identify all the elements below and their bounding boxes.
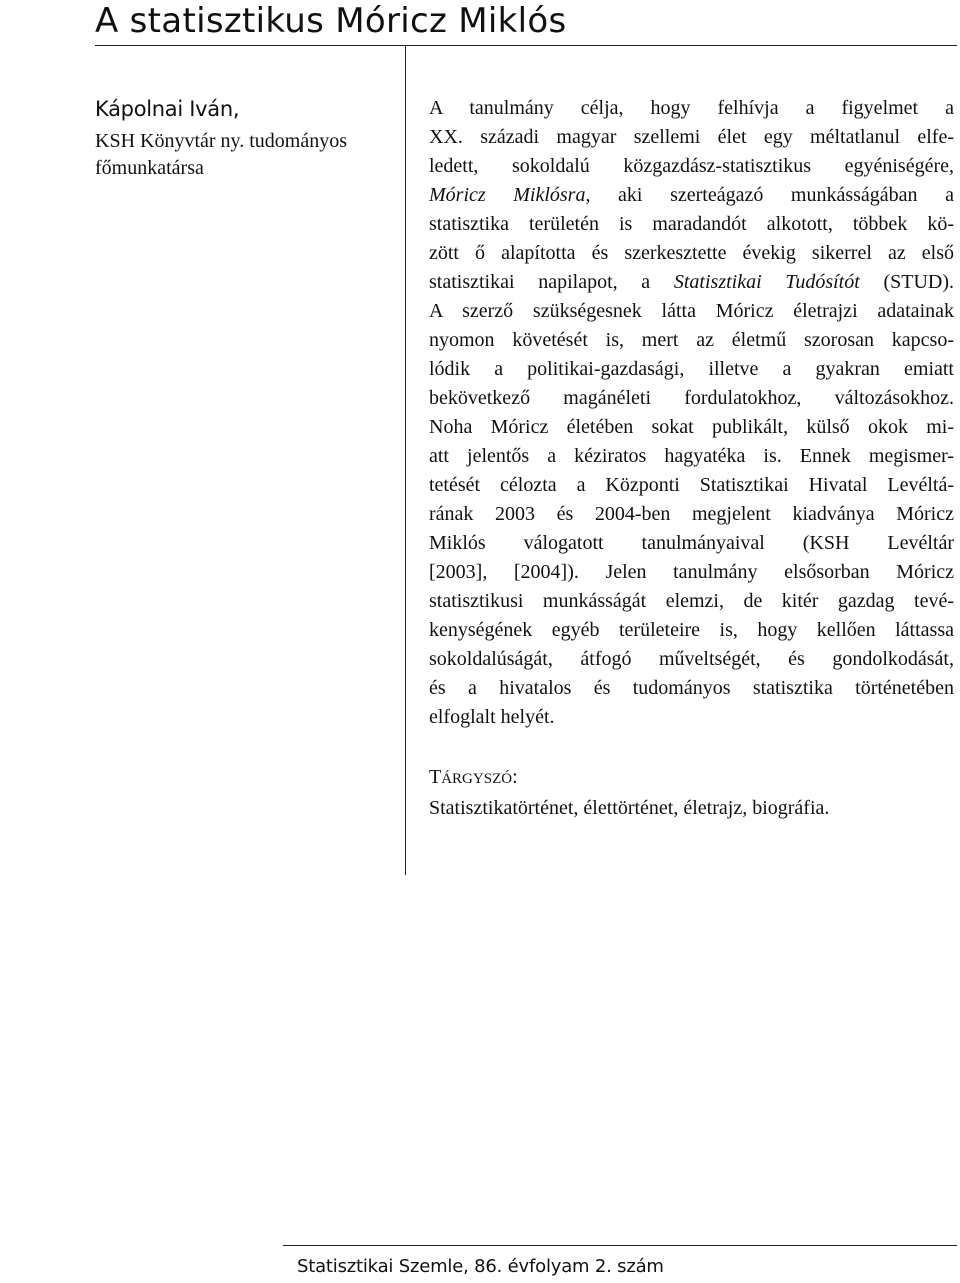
abstract-line <box>429 210 954 239</box>
abstract-line <box>429 674 954 703</box>
abstract-line <box>429 94 954 123</box>
abstract-line <box>429 181 954 210</box>
abstract-italic-text: Móricz Miklósra <box>429 184 586 206</box>
abstract-text: rának 2003 és 2004-ben megjelent kiadványa Móricz <box>429 503 954 525</box>
abstract-text: nyomon követését is, mert az életmű szorosan kapcso- <box>429 329 954 351</box>
page-title: A statisztikus Móricz Miklós <box>95 1 567 41</box>
keywords-text: Statisztikatörténet, élettörténet, életrajz, biográfia. <box>429 797 830 819</box>
abstract-line <box>429 558 954 587</box>
keywords-heading-initial: T <box>429 766 442 788</box>
journal-footer: Statisztikai Szemle, 86. évfolyam 2. szám <box>297 1256 664 1277</box>
abstract-text: , aki szerteágazó munkásságában a <box>585 184 954 206</box>
abstract-text: A szerző szükségesnek látta Móricz életrajzi adatainak <box>429 300 954 322</box>
author-name: Kápolnai Iván, <box>95 97 240 121</box>
abstract-line <box>429 645 954 674</box>
abstract-text: XX. századi magyar szellemi élet egy méltatlanul elfe- <box>429 126 954 148</box>
abstract-line <box>429 384 954 413</box>
author-affiliation: KSH Könyvtár ny. tudományos főmunkatársa <box>95 130 348 179</box>
keywords-block <box>429 763 954 822</box>
author-block <box>95 96 395 182</box>
abstract-text: sokoldalúságát, átfogó műveltségét, és gondolkodását, <box>429 648 954 670</box>
abstract-italic-text: Statisztikai Tudósítót <box>673 271 860 293</box>
abstract-line <box>429 587 954 616</box>
abstract-line <box>429 703 954 732</box>
abstract-line <box>429 413 954 442</box>
abstract-line <box>429 123 954 152</box>
abstract-text: tetését célozta a Központi Statisztikai Hivatal Levéltá- <box>429 474 954 496</box>
keywords-heading-colon: : <box>512 766 518 788</box>
abstract-text: statisztikai napilapot, a <box>429 271 674 293</box>
abstract-text: lódik a politikai-gazdasági, illetve a gyakran emiatt <box>429 358 954 380</box>
abstract-line <box>429 355 954 384</box>
abstract-line <box>429 239 954 268</box>
abstract <box>429 94 954 732</box>
abstract-text: kenységének egyéb területeire is, hogy kellően láttassa <box>429 619 954 641</box>
keywords-heading <box>429 763 954 793</box>
abstract-text: Noha Móricz életében sokat publikált, külső okok mi- <box>429 416 954 438</box>
abstract-text: A tanulmány célja, hogy felhívja a figyelmet a <box>429 97 954 119</box>
abstract-line <box>429 297 954 326</box>
abstract-text: (STUD). <box>859 271 955 293</box>
abstract-line <box>429 268 954 297</box>
column-divider <box>405 45 406 875</box>
abstract-text: att jelentős a kéziratos hagyatéka is. Ennek megismer- <box>429 445 954 467</box>
abstract-line <box>429 442 954 471</box>
abstract-line <box>429 529 954 558</box>
abstract-line <box>429 152 954 181</box>
abstract-text: és a hivatalos és tudományos statisztika történetében <box>429 677 954 699</box>
abstract-text: statisztikusi munkásságát elemzi, de kitér gazdag tevé- <box>429 590 954 612</box>
abstract-text: statisztika területén is maradandót alkotott, többek kö- <box>429 213 954 235</box>
abstract-text: elfoglalt helyét. <box>429 706 555 728</box>
abstract-line <box>429 471 954 500</box>
abstract-text: ledett, sokoldalú közgazdász-statisztikus egyéniségére, <box>429 155 954 177</box>
abstract-line <box>429 616 954 645</box>
abstract-text: [2003], [2004]). Jelen tanulmány elsősorban Móricz <box>429 561 954 583</box>
keywords-heading-rest: ÁRGYSZÓ <box>441 771 513 787</box>
abstract-line <box>429 500 954 529</box>
footer-divider <box>283 1245 957 1246</box>
abstract-text: zött ő alapította és szerkesztette évekig sikerrel az első <box>429 242 954 264</box>
abstract-text: Miklós válogatott tanulmányaival (KSH Levéltár <box>429 532 954 554</box>
abstract-text: bekövetkező magánéleti fordulatokhoz, változásokhoz. <box>429 387 954 409</box>
abstract-line <box>429 326 954 355</box>
title-divider <box>95 45 957 46</box>
